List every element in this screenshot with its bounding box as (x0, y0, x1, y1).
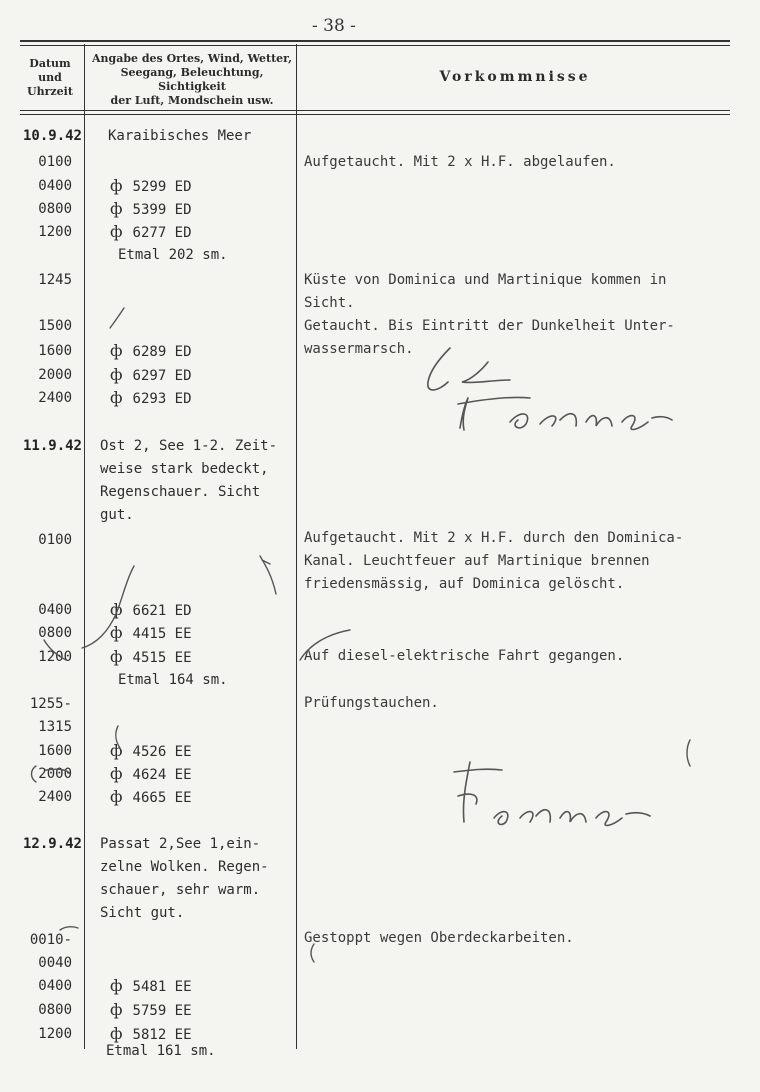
position-entry: ф 5812 EE (110, 1024, 192, 1043)
position-entry: ф 6293 ED (110, 388, 192, 407)
header-ort-wetter: Angabe des Ortes, Wind, Wetter, Seegang, Beleuchtung, Sichtigkeit der Luft, Mondschein usw. (91, 52, 293, 107)
weather-line: Ost 2, See 1-2. Zeit- (100, 438, 278, 454)
grid-square-icon: ф (110, 787, 123, 806)
etmal-day2: Etmal 164 sm. (118, 672, 228, 688)
weather-line: weise stark bedeckt, (100, 461, 269, 477)
position-entry: ф 4624 EE (110, 764, 192, 783)
weather-line: Passat 2,See 1,ein- (100, 836, 261, 852)
grid-square-icon: ф (110, 764, 123, 783)
time-entry: 2000 (38, 367, 72, 383)
event-text: wassermarsch. (304, 341, 414, 357)
event-text: Auf diesel-elektrische Fahrt gegangen. (304, 648, 625, 664)
time-entry: 1200 (38, 649, 72, 665)
event-text: Prüfungstauchen. (304, 695, 439, 711)
position-entry: ф 6277 ED (110, 222, 192, 241)
event-text: Küste von Dominica und Martinique kommen in (304, 272, 667, 288)
time-entry: 1200 (38, 224, 72, 240)
handwritten-signature (440, 752, 670, 832)
position-entry: ф 5481 EE (110, 976, 192, 995)
weather-line: gut. (100, 507, 134, 523)
weather-line: Sicht gut. (100, 905, 185, 921)
grid-square-icon: ф (110, 600, 123, 619)
date-day2: 11.9.42 (22, 438, 82, 454)
event-text: Aufgetaucht. Mit 2 x H.F. abgelaufen. (304, 154, 616, 170)
time-entry: 1315 (38, 719, 72, 735)
time-entry: 1245 (38, 272, 72, 288)
time-entry: 0400 (38, 178, 72, 194)
time-entry: 1600 (38, 343, 72, 359)
position-entry: ф 5759 EE (110, 1000, 192, 1019)
grid-square-icon: ф (110, 222, 123, 241)
time-entry: 2400 (38, 390, 72, 406)
time-entry: 1500 (38, 318, 72, 334)
date-day3: 12.9.42 (22, 836, 82, 852)
grid-square-icon: ф (110, 623, 123, 642)
grid-square-icon: ф (110, 341, 123, 360)
time-entry: 0040 (38, 955, 72, 971)
grid-square-icon: ф (110, 741, 123, 760)
time-entry: 2400 (38, 789, 72, 805)
event-text: Gestoppt wegen Oberdeckarbeiten. (304, 930, 574, 946)
grid-square-icon: ф (110, 365, 123, 384)
event-text: Kanal. Leuchtfeuer auf Martinique brennen (304, 553, 650, 569)
time-entry: 2000 (38, 766, 72, 782)
position-entry: ф 4665 EE (110, 787, 192, 806)
date-day1: 10.9.42 (22, 128, 82, 144)
grid-square-icon: ф (110, 388, 123, 407)
grid-square-icon: ф (110, 1000, 123, 1019)
grid-square-icon: ф (110, 199, 123, 218)
weather-line: Regenschauer. Sicht (100, 484, 261, 500)
etmal-day1: Etmal 202 sm. (118, 247, 228, 263)
grid-square-icon: ф (110, 1024, 123, 1043)
header-datum-uhrzeit: Datum und Uhrzeit (27, 57, 73, 98)
position-entry: ф 4526 EE (110, 741, 192, 760)
position-entry: ф 4415 EE (110, 623, 192, 642)
time-entry: 0400 (38, 978, 72, 994)
time-entry: 0100 (38, 154, 72, 170)
event-text: friedensmässig, auf Dominica gelöscht. (304, 576, 625, 592)
time-entry: 0400 (38, 602, 72, 618)
event-text: Aufgetaucht. Mit 2 x H.F. durch den Dominica- (304, 530, 684, 546)
page-number: - 38 - (312, 16, 356, 36)
event-text: Getaucht. Bis Eintritt der Dunkelheit Unter- (304, 318, 675, 334)
event-text: Sicht. (304, 295, 355, 311)
time-entry: 0100 (38, 532, 72, 548)
location-day1: Karaibisches Meer (108, 128, 252, 144)
grid-square-icon: ф (110, 176, 123, 195)
time-entry: 1600 (38, 743, 72, 759)
etmal-day3: Etmal 161 sm. (106, 1043, 216, 1059)
weather-line: zelne Wolken. Regen- (100, 859, 269, 875)
position-entry: ф 5399 ED (110, 199, 192, 218)
position-entry: ф 4515 EE (110, 647, 192, 666)
grid-square-icon: ф (110, 976, 123, 995)
header-vorkommnisse: Vorkommnisse (439, 69, 591, 85)
weather-line: schauer, sehr warm. (100, 882, 261, 898)
position-entry: ф 6621 ED (110, 600, 192, 619)
time-entry: 1255- (29, 696, 72, 712)
position-entry: ф 6297 ED (110, 365, 192, 384)
time-entry: 0800 (38, 1002, 72, 1018)
time-entry: 0800 (38, 201, 72, 217)
position-entry: ф 5299 ED (110, 176, 192, 195)
position-entry: ф 6289 ED (110, 341, 192, 360)
time-entry: 0010- (29, 932, 72, 948)
grid-square-icon: ф (110, 647, 123, 666)
time-entry: 0800 (38, 625, 72, 641)
time-entry: 1200 (38, 1026, 72, 1042)
